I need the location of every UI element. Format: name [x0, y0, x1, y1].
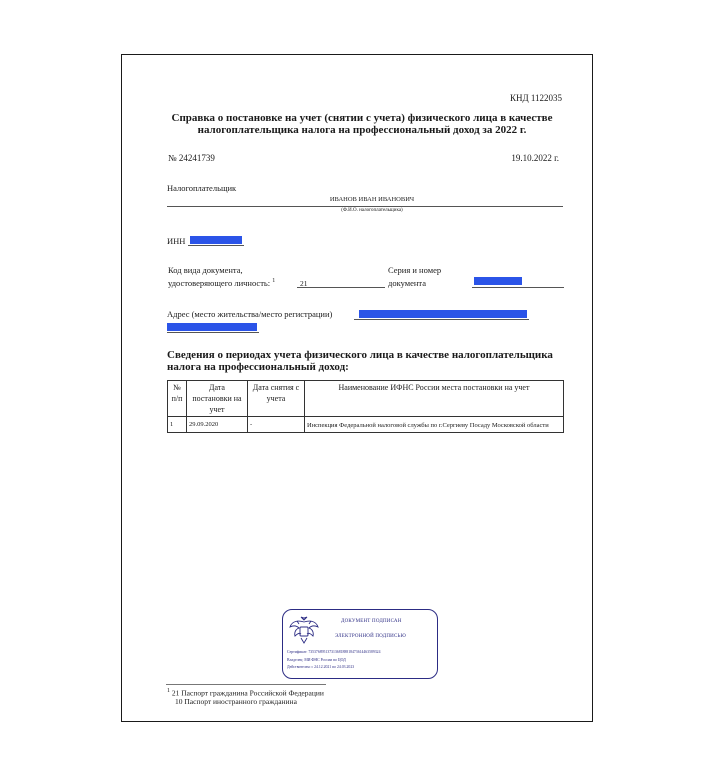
stamp-certificate: Сертификат: 73537689513731368188818473614463589324	[287, 650, 381, 654]
stamp-line-2: ЭЛЕКТРОННОЙ ПОДПИСЬЮ	[335, 634, 406, 639]
series-redaction	[474, 277, 522, 285]
footnote-ref: 1	[272, 278, 276, 285]
document-number: № 24241739	[168, 153, 215, 163]
doc-type-label-2: удостоверяющего личность: $^1$	[168, 278, 276, 288]
address-redaction-2	[167, 323, 257, 331]
knd-code: КНД 1122035	[509, 93, 562, 103]
footnote-1: $^1$ 21 Паспорт гражданина Российской Федерации	[167, 688, 324, 698]
document-page	[121, 54, 593, 722]
taxpayer-caption: (Ф.И.О. налогоплательщика)	[341, 208, 403, 213]
table-row	[168, 417, 564, 433]
stamp-valid: Действителен: с 24.12.2021 по 24.03.2023	[287, 665, 355, 669]
series-label-2: документа	[388, 278, 427, 288]
footnote-2: 10 Паспорт иностранного гражданина	[175, 697, 297, 706]
signature-stamp	[282, 609, 438, 679]
document-title: Справка о постановке на учет (снятии с учета) физического лица в качестве налогоплательщика налога на профессиональный доход за 2022 г.	[171, 112, 553, 136]
stamp-line-1: ДОКУМЕНТ ПОДПИСАН	[341, 619, 402, 624]
col-header-end: Дата снятия с учета	[248, 381, 305, 417]
doc-type-code: 21	[300, 279, 308, 288]
series-label-1: Серия и номер	[388, 265, 442, 275]
stamp-owner: Владелец: МИ ФНС России по ЦОД	[287, 658, 346, 662]
col-header-start: Дата постановки на учет	[187, 381, 248, 417]
col-header-inspection: Наименование ИФНС России места постановки на учет	[305, 381, 564, 417]
taxpayer-name: ИВАНОВ ИВАН ИВАНОВИЧ	[329, 196, 415, 203]
address-redaction	[359, 310, 527, 318]
inn-label: ИНН	[167, 236, 186, 246]
address-underline	[354, 319, 529, 320]
series-underline	[472, 287, 564, 288]
cell-end-date: -	[248, 417, 305, 433]
cell-number: 1	[168, 417, 187, 433]
inn-underline	[188, 245, 244, 246]
doc-type-label-1: Код вида документа,	[168, 265, 243, 275]
cell-inspection: Инспекция Федеральной налоговой службы по г.Сергиеву Посаду Московской области	[305, 417, 564, 433]
footnote-divider	[166, 684, 326, 685]
eagle-emblem-icon	[288, 614, 320, 646]
address-underline-2	[167, 332, 259, 333]
doc-type-underline	[297, 287, 385, 288]
periods-title: Сведения о периодах учета физического лица в качестве налогоплательщика налога на профессиональный доход:	[167, 349, 553, 373]
col-header-number: № п/п	[168, 381, 187, 417]
periods-table	[167, 380, 564, 433]
cell-start-date: 29.09.2020	[187, 417, 248, 433]
taxpayer-underline	[167, 206, 563, 207]
taxpayer-label: Налогоплательщик	[167, 183, 237, 193]
document-date: 19.10.2022 г.	[511, 153, 559, 163]
inn-redaction	[190, 236, 242, 244]
address-label: Адрес (место жительства/место регистрации)	[167, 309, 333, 319]
